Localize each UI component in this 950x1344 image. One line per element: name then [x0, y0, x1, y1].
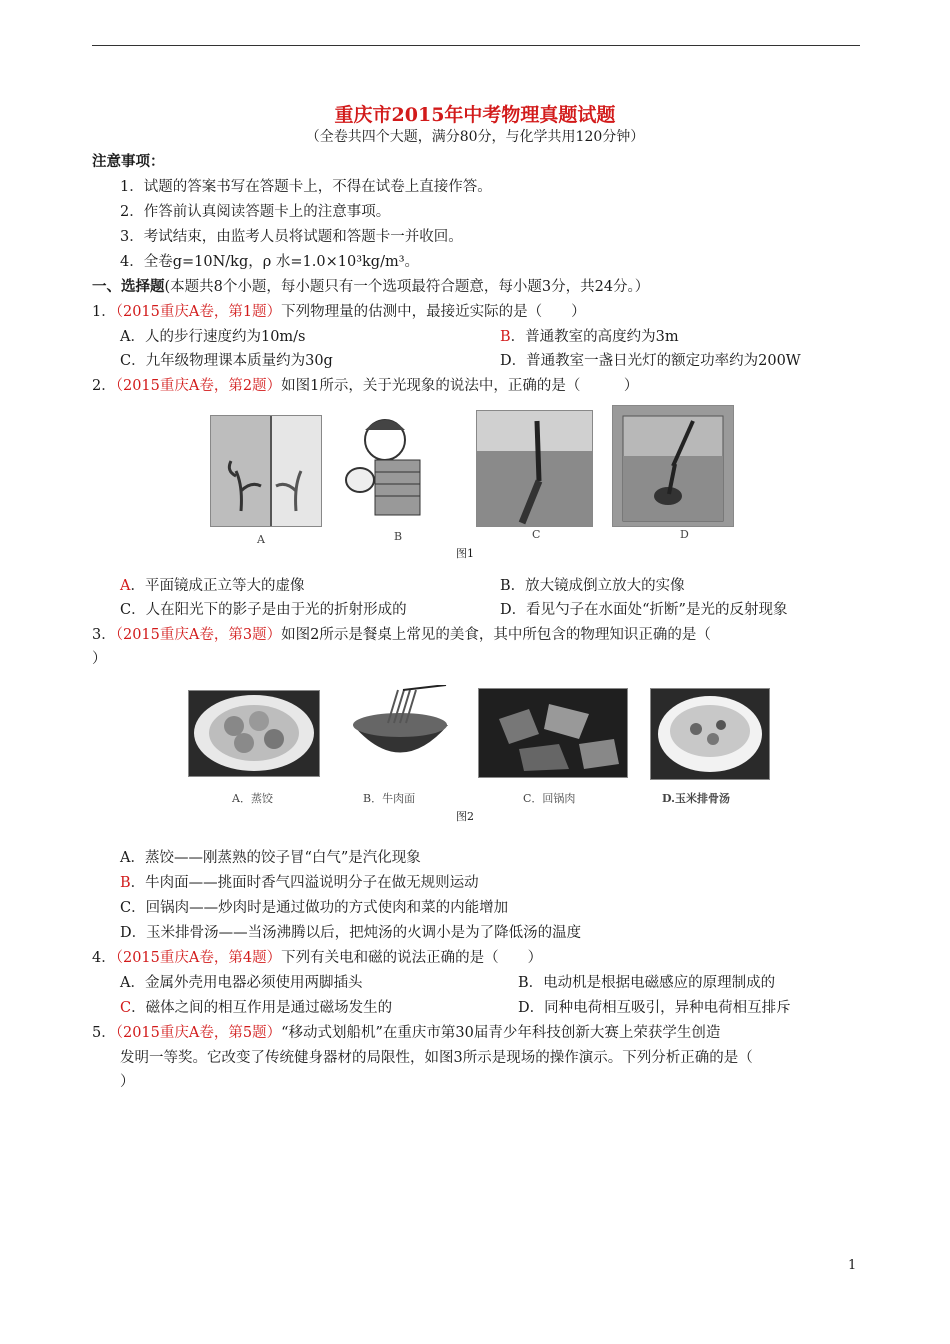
- question-source-tag: （2015重庆A卷，第4题）: [115, 950, 282, 966]
- q3-option-d: D．玉米排骨汤——当汤沸腾以后，把炖汤的火调小是为了降低汤的温度: [120, 925, 582, 941]
- question-4: [92, 948, 542, 968]
- question-stem: 下列有关电和磁的说法正确的是（ ）: [281, 950, 543, 966]
- figure1-label-b: B: [394, 530, 403, 543]
- q1-option-c: C．九年级物理课本质量约为30g: [120, 353, 333, 369]
- question-1: [92, 302, 586, 322]
- question-3-stem-cont: ）: [92, 651, 107, 667]
- question-number: 1．: [92, 304, 116, 320]
- figure1-label-a: A: [257, 533, 265, 546]
- option-text: ．普通教室的高度约为3m: [510, 329, 679, 345]
- figure2-noodles-image: [348, 685, 453, 775]
- q2-option-c: C．人在阳光下的影子是由于光的折射形成的: [120, 602, 407, 618]
- figure2-label-b: B．牛肉面: [363, 792, 416, 805]
- figure2-label-c: C．回锅肉: [523, 792, 576, 805]
- option-letter: B: [120, 875, 131, 891]
- q2-option-d: D．看见勺子在水面处“折断”是光的反射现象: [500, 602, 788, 618]
- q3-option-c: C．回锅肉——炒肉时是通过做功的方式使肉和菜的内能增加: [120, 900, 509, 916]
- q3-option-a: A．蒸饺——刚蒸熟的饺子冒“白气”是汽化现象: [120, 850, 421, 866]
- figure1-magnifier-image: [340, 410, 440, 525]
- figure1-spoon-image: [612, 405, 734, 527]
- q4-option-a: A．金属外壳用电器必须使用两脚插头: [120, 975, 363, 991]
- option-letter: A: [120, 578, 131, 594]
- q1-option-b: [500, 327, 679, 347]
- figure2-twice-cooked-pork-image: [478, 688, 628, 778]
- question-source-tag: （2015重庆A卷，第2题）: [115, 378, 282, 394]
- question-5: [92, 1023, 720, 1043]
- figure2-label-a: A．蒸饺: [232, 792, 273, 805]
- section-desc: (本题共8个小题，每小题只有一个选项最符合题意，每小题3分，共24分。）: [164, 279, 650, 295]
- question-stem: 如图1所示，关于光现象的说法中，正确的是（ ）: [281, 378, 639, 394]
- q4-option-c: [120, 998, 392, 1018]
- q4-option-b: B．电动机是根据电磁感应的原理制成的: [518, 975, 776, 991]
- note-item: 1．试题的答案书写在答题卡上，不得在试卷上直接作答。: [120, 179, 492, 195]
- option-letter: C: [120, 1000, 132, 1016]
- question-5-stem-end: ）: [120, 1074, 135, 1090]
- figure2-label-d: D.玉米排骨汤: [662, 792, 730, 805]
- q2-option-a: [120, 576, 304, 596]
- question-number: 5．: [92, 1025, 116, 1041]
- question-source-tag: （2015重庆A卷，第5题）: [115, 1025, 282, 1041]
- option-letter: B: [500, 329, 511, 345]
- figure1-label-d: D: [680, 528, 689, 541]
- question-number: 2．: [92, 378, 116, 394]
- figure2-soup-image: [650, 688, 770, 780]
- question-3: [92, 625, 711, 645]
- option-text: ．磁体之间的相互作用是通过磁场发生的: [131, 1000, 393, 1016]
- question-source-tag: （2015重庆A卷，第3题）: [115, 627, 282, 643]
- question-5-stem-cont: 发明一等奖。它改变了传统健身器材的局限性，如图3所示是现场的操作演示。下列分析正确的是（: [120, 1050, 753, 1066]
- q4-option-d: D．同种电荷相互吸引，异种电荷相互排斥: [518, 1000, 791, 1016]
- page-subtitle: （全卷共四个大题，满分80分，与化学共用120分钟）: [305, 129, 645, 145]
- note-item: 4．全卷g=10N/kg，ρ 水=1.0×10³kg/m³。: [120, 254, 420, 270]
- figure1-shadow-image: [476, 410, 593, 527]
- figure1-mirror-image: [210, 415, 322, 527]
- figure1-caption: 图1: [456, 547, 474, 560]
- note-item: 2．作答前认真阅读答题卡上的注意事项。: [120, 204, 391, 220]
- option-text: ．牛肉面——挑面时香气四溢说明分子在做无规则运动: [130, 875, 479, 891]
- page-title: 重庆市2015年中考物理真题试题: [334, 104, 616, 126]
- section-heading: [92, 277, 649, 297]
- q2-option-b: B．放大镜成倒立放大的实像: [500, 578, 685, 594]
- section-label: 一、选择题: [92, 278, 165, 295]
- note-item: 3．考试结束，由监考人员将试题和答题卡一并收回。: [120, 229, 463, 245]
- page-number: 1: [848, 1258, 857, 1273]
- question-2: [92, 376, 638, 396]
- header-rule: [92, 45, 860, 46]
- question-stem: “移动式划船机”在重庆市第30届青少年科技创新大赛上荣获学生创造: [281, 1025, 721, 1041]
- question-source-tag: （2015重庆A卷，第1题）: [115, 304, 282, 320]
- notes-heading: 注意事项：: [92, 153, 165, 170]
- question-stem: 如图2所示是餐桌上常见的美食，其中所包含的物理知识正确的是（: [281, 627, 711, 643]
- figure2-caption: 图2: [456, 810, 474, 823]
- option-text: ．平面镜成正立等大的虚像: [130, 578, 305, 594]
- figure1-label-c: C: [532, 528, 541, 541]
- figure2-dumplings-image: [188, 690, 320, 777]
- q3-option-b: [120, 873, 479, 893]
- question-number: 3．: [92, 627, 116, 643]
- q1-option-d: D．普通教室一盏日光灯的额定功率约为200W: [500, 353, 801, 369]
- q1-option-a: A．人的步行速度约为10m/s: [120, 329, 306, 345]
- question-number: 4．: [92, 950, 116, 966]
- question-stem: 下列物理量的估测中，最接近实际的是（ ）: [281, 304, 586, 320]
